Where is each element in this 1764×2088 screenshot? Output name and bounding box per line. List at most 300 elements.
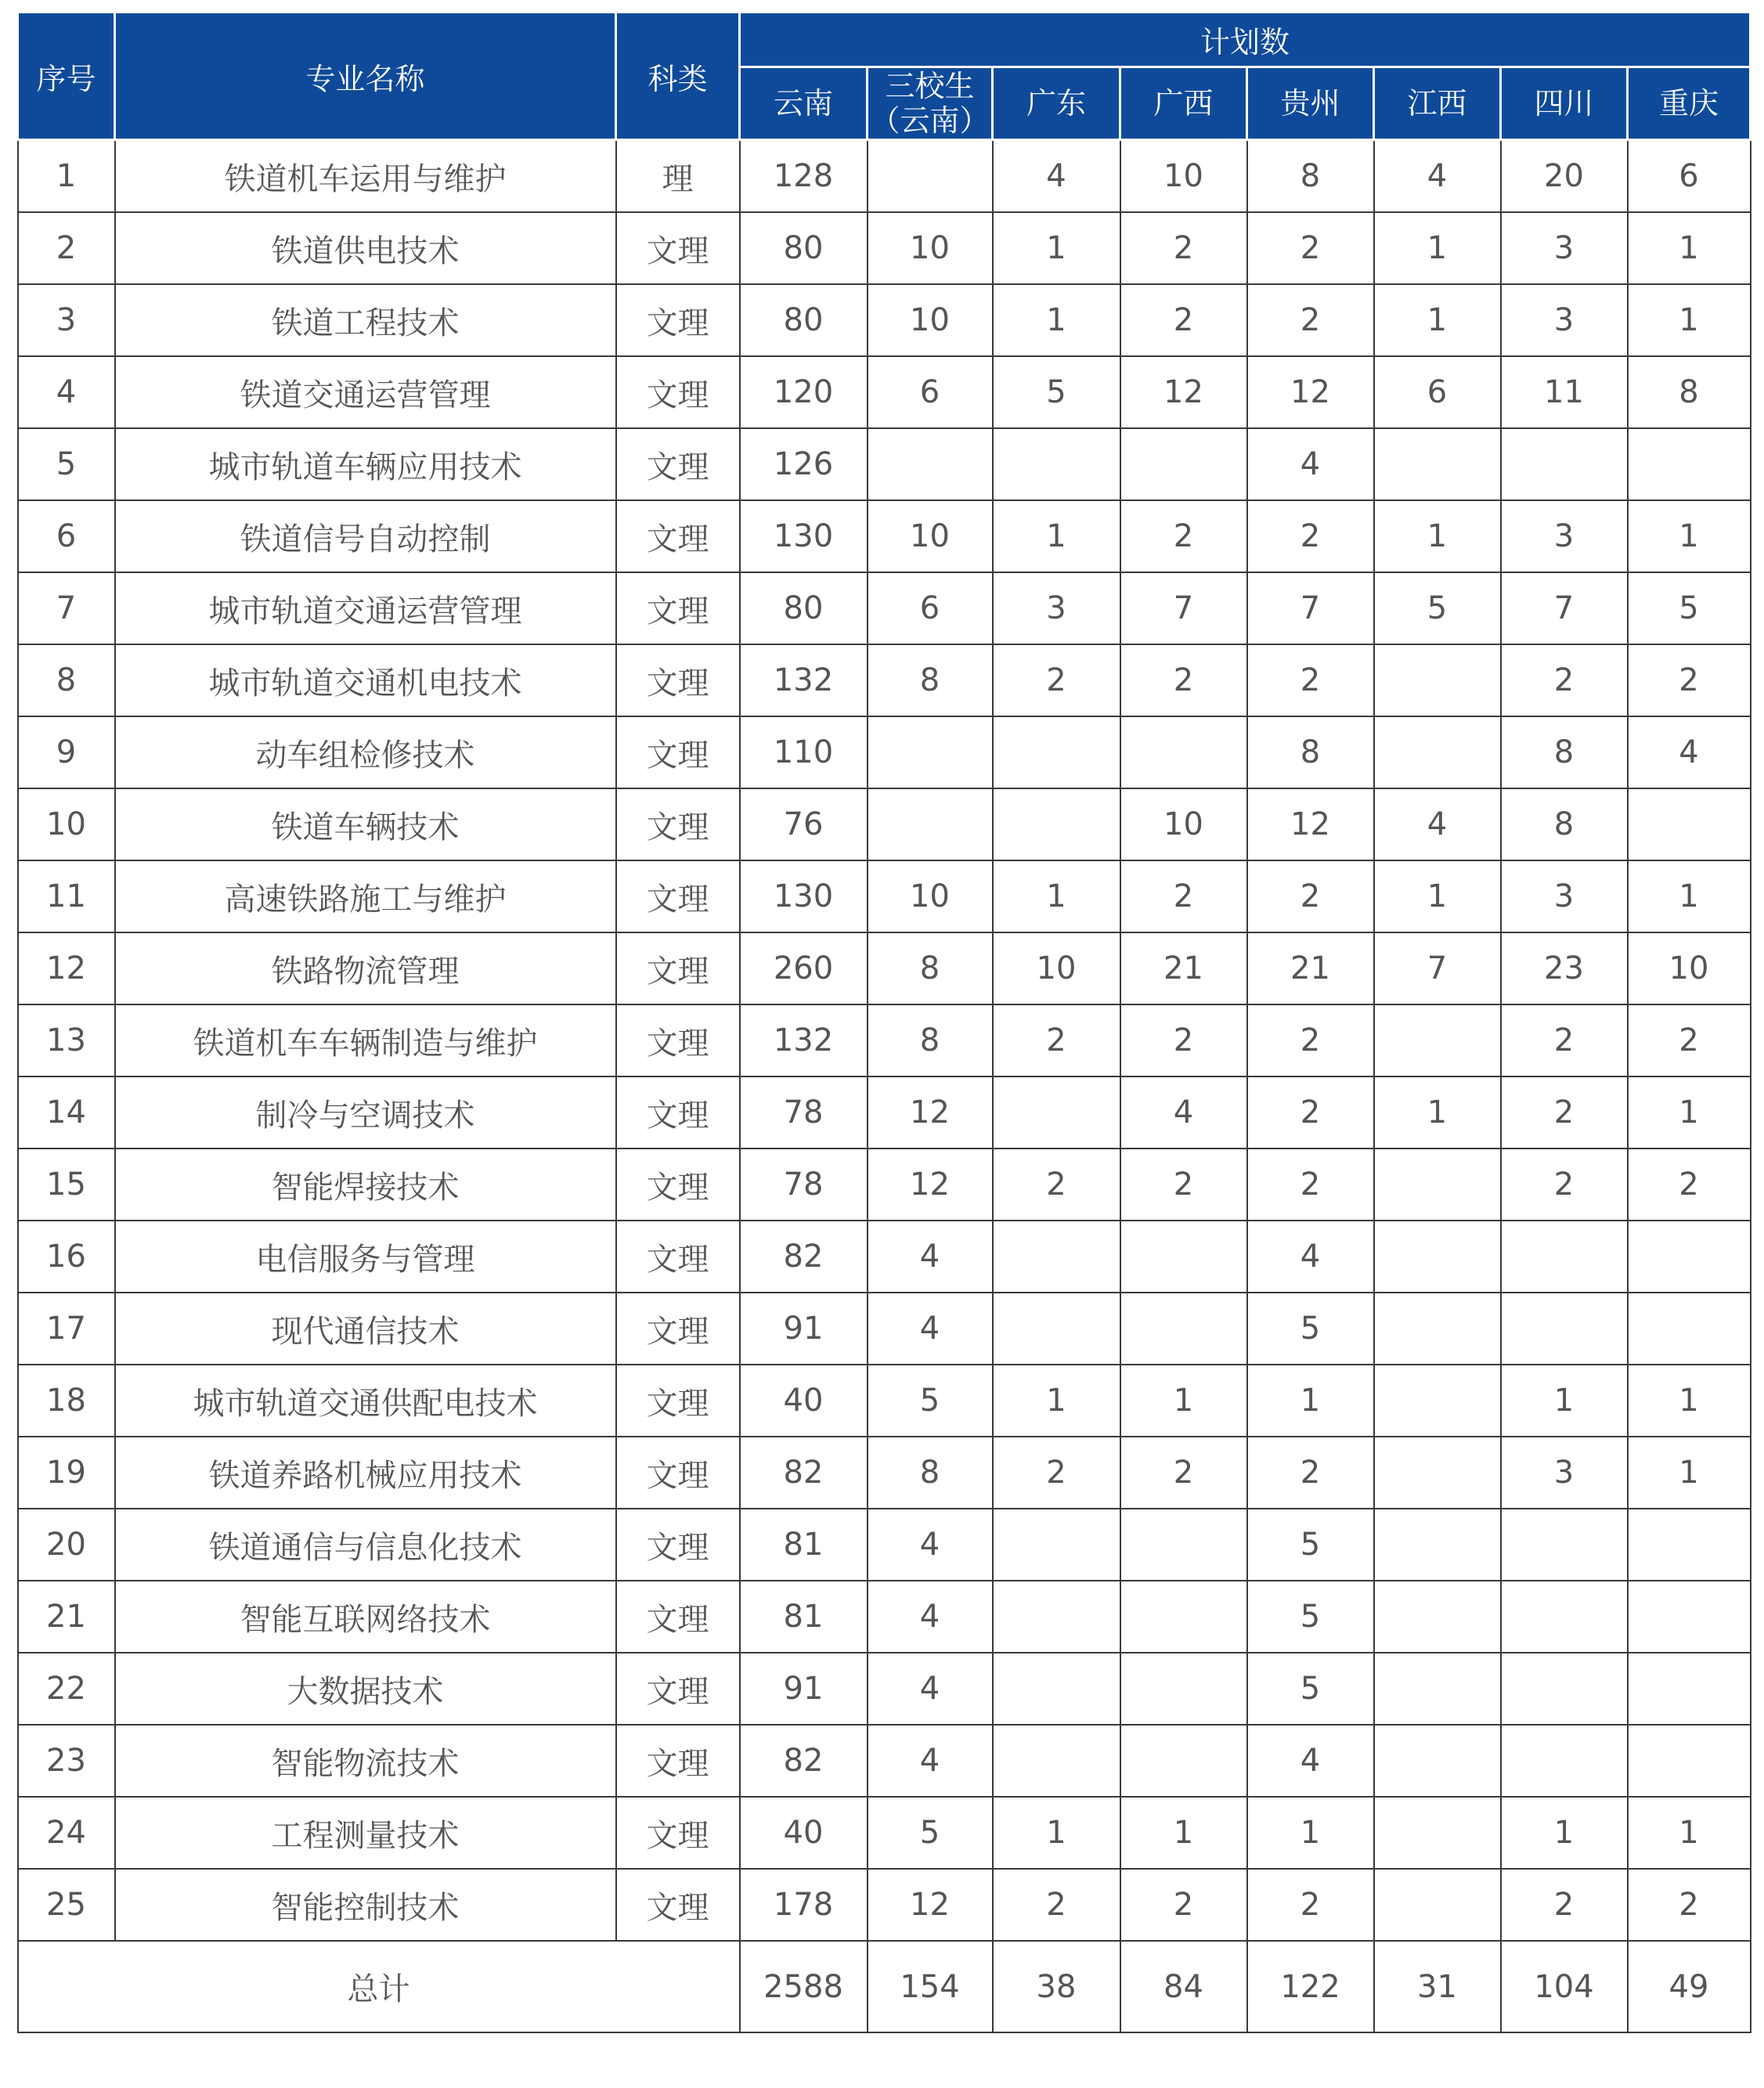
plan-sanxiaosheng-cell: 8 xyxy=(868,644,993,716)
plan-chongqing-cell: 2 xyxy=(1628,1004,1751,1076)
category-cell: 文理 xyxy=(616,572,740,644)
row-number: 6 xyxy=(18,500,115,572)
plan-yunnan-cell: 126 xyxy=(740,428,868,500)
header-region-yunnan: 云南 xyxy=(740,67,868,140)
plan-sichuan-cell: 1 xyxy=(1501,1365,1628,1437)
major-name: 铁道交通运营管理 xyxy=(115,356,616,428)
total-jiangxi-cell: 31 xyxy=(1374,1941,1501,2032)
row-number: 5 xyxy=(18,428,115,500)
major-name: 铁道信号自动控制 xyxy=(115,500,616,572)
plan-guizhou-cell: 2 xyxy=(1247,1437,1374,1509)
plan-guangdong-cell: 1 xyxy=(993,284,1120,356)
row-number: 15 xyxy=(18,1149,115,1221)
plan-guizhou-cell: 5 xyxy=(1247,1581,1374,1653)
row-number: 3 xyxy=(18,284,115,356)
major-name: 城市轨道交通供配电技术 xyxy=(115,1365,616,1437)
plan-chongqing-cell: 2 xyxy=(1628,644,1751,716)
category-cell: 文理 xyxy=(616,716,740,788)
plan-sichuan-cell xyxy=(1501,1653,1628,1725)
header-category: 科类 xyxy=(616,13,740,140)
plan-sanxiaosheng-cell: 4 xyxy=(868,1653,993,1725)
category-cell: 文理 xyxy=(616,1797,740,1869)
major-name: 铁道机车运用与维护 xyxy=(115,140,616,213)
plan-guizhou-cell: 12 xyxy=(1247,788,1374,860)
category-cell: 文理 xyxy=(616,1221,740,1293)
category-cell: 文理 xyxy=(616,1293,740,1365)
plan-yunnan-cell: 80 xyxy=(740,284,868,356)
plan-chongqing-cell xyxy=(1628,1581,1751,1653)
total-guangdong-cell: 38 xyxy=(993,1941,1120,2032)
table-row xyxy=(18,284,1751,356)
table-row xyxy=(18,1293,1751,1365)
major-name: 城市轨道交通运营管理 xyxy=(115,572,616,644)
plan-jiangxi-cell xyxy=(1374,1149,1501,1221)
plan-guangxi-cell: 2 xyxy=(1120,212,1247,284)
plan-guizhou-cell: 2 xyxy=(1247,500,1374,572)
plan-sichuan-cell xyxy=(1501,1293,1628,1365)
table-row xyxy=(18,1149,1751,1221)
major-name: 智能物流技术 xyxy=(115,1725,616,1797)
plan-guizhou-cell: 5 xyxy=(1247,1293,1374,1365)
total-yunnan-cell: 2588 xyxy=(740,1941,868,2032)
total-label: 总计 xyxy=(18,1941,740,2032)
plan-sanxiaosheng-cell: 12 xyxy=(868,1869,993,1941)
plan-chongqing-cell xyxy=(1628,1725,1751,1797)
plan-yunnan-cell: 91 xyxy=(740,1653,868,1725)
plan-jiangxi-cell xyxy=(1374,1437,1501,1509)
major-name: 铁路物流管理 xyxy=(115,932,616,1004)
plan-guangdong-cell xyxy=(993,1076,1120,1149)
plan-guangxi-cell: 1 xyxy=(1120,1365,1247,1437)
category-cell: 文理 xyxy=(616,1869,740,1941)
plan-sanxiaosheng-cell: 8 xyxy=(868,932,993,1004)
plan-guizhou-cell: 8 xyxy=(1247,716,1374,788)
plan-guangdong-cell xyxy=(993,1509,1120,1581)
row-number: 2 xyxy=(18,212,115,284)
major-name: 智能互联网络技术 xyxy=(115,1581,616,1653)
plan-chongqing-cell: 1 xyxy=(1628,860,1751,932)
plan-sanxiaosheng-cell xyxy=(868,428,993,500)
category-cell: 文理 xyxy=(616,860,740,932)
plan-jiangxi-cell: 7 xyxy=(1374,932,1501,1004)
major-name: 大数据技术 xyxy=(115,1653,616,1725)
header-region-sanxiaosheng xyxy=(868,67,993,140)
header-region-jiangxi: 江西 xyxy=(1374,67,1501,140)
plan-guangxi-cell: 2 xyxy=(1120,644,1247,716)
plan-jiangxi-cell xyxy=(1374,1509,1501,1581)
plan-guangxi-cell: 2 xyxy=(1120,284,1247,356)
plan-guangdong-cell: 2 xyxy=(993,1869,1120,1941)
plan-guangxi-cell xyxy=(1120,428,1247,500)
plan-yunnan-cell: 110 xyxy=(740,716,868,788)
total-guangxi-cell: 84 xyxy=(1120,1941,1247,2032)
plan-guangdong-cell: 2 xyxy=(993,1437,1120,1509)
plan-jiangxi-cell: 6 xyxy=(1374,356,1501,428)
row-number: 20 xyxy=(18,1509,115,1581)
plan-sichuan-cell: 20 xyxy=(1501,140,1628,213)
category-cell: 文理 xyxy=(616,428,740,500)
plan-guangdong-cell: 1 xyxy=(993,500,1120,572)
plan-chongqing-cell: 4 xyxy=(1628,716,1751,788)
table-row xyxy=(18,1869,1751,1941)
category-cell: 文理 xyxy=(616,932,740,1004)
category-cell: 文理 xyxy=(616,1149,740,1221)
plan-yunnan-cell: 91 xyxy=(740,1293,868,1365)
plan-guangxi-cell: 4 xyxy=(1120,1076,1247,1149)
plan-guangdong-cell: 1 xyxy=(993,860,1120,932)
plan-jiangxi-cell xyxy=(1374,716,1501,788)
plan-guangxi-cell: 10 xyxy=(1120,788,1247,860)
table-row xyxy=(18,1221,1751,1293)
category-cell: 文理 xyxy=(616,1437,740,1509)
plan-sichuan-cell: 3 xyxy=(1501,1437,1628,1509)
plan-jiangxi-cell xyxy=(1374,1293,1501,1365)
table-row xyxy=(18,1076,1751,1149)
major-name: 铁道工程技术 xyxy=(115,284,616,356)
plan-guizhou-cell: 2 xyxy=(1247,1004,1374,1076)
plan-yunnan-cell: 82 xyxy=(740,1221,868,1293)
table-row xyxy=(18,212,1751,284)
major-name: 高速铁路施工与维护 xyxy=(115,860,616,932)
row-number: 14 xyxy=(18,1076,115,1149)
plan-sichuan-cell: 3 xyxy=(1501,500,1628,572)
plan-guangdong-cell: 3 xyxy=(993,572,1120,644)
plan-sichuan-cell: 3 xyxy=(1501,212,1628,284)
plan-guangdong-cell: 4 xyxy=(993,140,1120,213)
row-number: 8 xyxy=(18,644,115,716)
row-number: 18 xyxy=(18,1365,115,1437)
table-row xyxy=(18,1437,1751,1509)
plan-guizhou-cell: 1 xyxy=(1247,1365,1374,1437)
plan-sanxiaosheng-cell: 4 xyxy=(868,1725,993,1797)
plan-guizhou-cell: 8 xyxy=(1247,140,1374,213)
row-number: 1 xyxy=(18,140,115,213)
plan-sanxiaosheng-cell: 4 xyxy=(868,1581,993,1653)
plan-guangxi-cell xyxy=(1120,1293,1247,1365)
plan-yunnan-cell: 80 xyxy=(740,212,868,284)
plan-yunnan-cell: 132 xyxy=(740,1004,868,1076)
row-number: 9 xyxy=(18,716,115,788)
major-name: 智能控制技术 xyxy=(115,1869,616,1941)
plan-sichuan-cell: 8 xyxy=(1501,716,1628,788)
enrollment-plan-table xyxy=(16,11,1751,2033)
header-sanxiao-label: 三校生 xyxy=(885,69,975,103)
category-cell: 文理 xyxy=(616,1509,740,1581)
plan-guangdong-cell xyxy=(993,1653,1120,1725)
plan-sichuan-cell: 2 xyxy=(1501,644,1628,716)
plan-guizhou-cell: 2 xyxy=(1247,212,1374,284)
plan-sanxiaosheng-cell xyxy=(868,716,993,788)
total-chongqing-cell: 49 xyxy=(1628,1941,1751,2032)
major-name: 城市轨道车辆应用技术 xyxy=(115,428,616,500)
plan-jiangxi-cell xyxy=(1374,1581,1501,1653)
plan-jiangxi-cell xyxy=(1374,1653,1501,1725)
plan-guizhou-cell: 1 xyxy=(1247,1797,1374,1869)
header-plan-group: 计划数 xyxy=(740,13,1751,67)
plan-chongqing-cell xyxy=(1628,1653,1751,1725)
plan-yunnan-cell: 128 xyxy=(740,140,868,213)
plan-sanxiaosheng-cell: 4 xyxy=(868,1221,993,1293)
table-row xyxy=(18,1797,1751,1869)
plan-guangxi-cell: 2 xyxy=(1120,500,1247,572)
plan-chongqing-cell: 6 xyxy=(1628,140,1751,213)
plan-guangdong-cell: 1 xyxy=(993,1365,1120,1437)
category-cell: 文理 xyxy=(616,1581,740,1653)
plan-guizhou-cell: 4 xyxy=(1247,428,1374,500)
plan-guangxi-cell xyxy=(1120,1581,1247,1653)
plan-guizhou-cell: 2 xyxy=(1247,644,1374,716)
table-row xyxy=(18,1365,1751,1437)
plan-chongqing-cell: 1 xyxy=(1628,212,1751,284)
table-row xyxy=(18,788,1751,860)
plan-jiangxi-cell xyxy=(1374,1725,1501,1797)
major-name: 智能焊接技术 xyxy=(115,1149,616,1221)
plan-guizhou-cell: 2 xyxy=(1247,860,1374,932)
plan-sichuan-cell: 2 xyxy=(1501,1076,1628,1149)
plan-yunnan-cell: 78 xyxy=(740,1149,868,1221)
plan-jiangxi-cell xyxy=(1374,1221,1501,1293)
plan-guangxi-cell: 2 xyxy=(1120,1869,1247,1941)
row-number: 22 xyxy=(18,1653,115,1725)
table-header xyxy=(18,13,1751,140)
plan-sichuan-cell: 11 xyxy=(1501,356,1628,428)
plan-sichuan-cell: 3 xyxy=(1501,284,1628,356)
plan-sanxiaosheng-cell: 4 xyxy=(868,1293,993,1365)
plan-jiangxi-cell: 4 xyxy=(1374,140,1501,213)
major-name: 铁道通信与信息化技术 xyxy=(115,1509,616,1581)
plan-guizhou-cell: 2 xyxy=(1247,1076,1374,1149)
plan-yunnan-cell: 132 xyxy=(740,644,868,716)
plan-guizhou-cell: 5 xyxy=(1247,1509,1374,1581)
plan-guangxi-cell xyxy=(1120,1509,1247,1581)
plan-yunnan-cell: 80 xyxy=(740,572,868,644)
plan-guangdong-cell: 2 xyxy=(993,644,1120,716)
row-number: 4 xyxy=(18,356,115,428)
plan-sichuan-cell: 2 xyxy=(1501,1004,1628,1076)
plan-guangdong-cell: 1 xyxy=(993,212,1120,284)
table-row xyxy=(18,140,1751,213)
header-region-guizhou: 贵州 xyxy=(1247,67,1374,140)
plan-sanxiaosheng-cell: 5 xyxy=(868,1797,993,1869)
plan-jiangxi-cell: 5 xyxy=(1374,572,1501,644)
row-number: 24 xyxy=(18,1797,115,1869)
plan-guangdong-cell xyxy=(993,1581,1120,1653)
plan-chongqing-cell xyxy=(1628,1509,1751,1581)
plan-sichuan-cell: 8 xyxy=(1501,788,1628,860)
plan-yunnan-cell: 130 xyxy=(740,500,868,572)
header-region-guangxi: 广西 xyxy=(1120,67,1247,140)
plan-chongqing-cell: 2 xyxy=(1628,1149,1751,1221)
plan-sanxiaosheng-cell xyxy=(868,140,993,213)
plan-guangxi-cell: 10 xyxy=(1120,140,1247,213)
plan-guizhou-cell: 7 xyxy=(1247,572,1374,644)
plan-yunnan-cell: 76 xyxy=(740,788,868,860)
plan-guangxi-cell: 2 xyxy=(1120,860,1247,932)
plan-chongqing-cell: 1 xyxy=(1628,1797,1751,1869)
plan-jiangxi-cell xyxy=(1374,1869,1501,1941)
table-row xyxy=(18,356,1751,428)
plan-chongqing-cell: 1 xyxy=(1628,1437,1751,1509)
plan-sichuan-cell xyxy=(1501,1221,1628,1293)
row-number: 11 xyxy=(18,860,115,932)
plan-guangxi-cell xyxy=(1120,1653,1247,1725)
plan-yunnan-cell: 82 xyxy=(740,1437,868,1509)
plan-sichuan-cell: 7 xyxy=(1501,572,1628,644)
plan-sichuan-cell xyxy=(1501,1581,1628,1653)
category-cell: 文理 xyxy=(616,356,740,428)
plan-sanxiaosheng-cell: 6 xyxy=(868,572,993,644)
plan-sanxiaosheng-cell: 10 xyxy=(868,500,993,572)
plan-chongqing-cell: 10 xyxy=(1628,932,1751,1004)
plan-yunnan-cell: 178 xyxy=(740,1869,868,1941)
plan-guizhou-cell: 2 xyxy=(1247,1149,1374,1221)
category-cell: 文理 xyxy=(616,1076,740,1149)
row-number: 10 xyxy=(18,788,115,860)
header-sanxiao-sub: （云南） xyxy=(870,103,990,138)
plan-chongqing-cell xyxy=(1628,1293,1751,1365)
plan-jiangxi-cell: 4 xyxy=(1374,788,1501,860)
plan-guangdong-cell xyxy=(993,788,1120,860)
plan-sichuan-cell: 2 xyxy=(1501,1869,1628,1941)
plan-sanxiaosheng-cell xyxy=(868,788,993,860)
table-row xyxy=(18,1653,1751,1725)
major-name: 铁道养路机械应用技术 xyxy=(115,1437,616,1509)
table-row xyxy=(18,716,1751,788)
plan-guizhou-cell: 5 xyxy=(1247,1653,1374,1725)
plan-guizhou-cell: 2 xyxy=(1247,1869,1374,1941)
plan-sanxiaosheng-cell: 10 xyxy=(868,860,993,932)
header-region-guangdong: 广东 xyxy=(993,67,1120,140)
plan-chongqing-cell: 1 xyxy=(1628,1076,1751,1149)
plan-guangdong-cell: 2 xyxy=(993,1004,1120,1076)
plan-guangdong-cell xyxy=(993,1293,1120,1365)
plan-guizhou-cell: 2 xyxy=(1247,284,1374,356)
major-name: 铁道车辆技术 xyxy=(115,788,616,860)
plan-guangxi-cell: 2 xyxy=(1120,1437,1247,1509)
plan-yunnan-cell: 78 xyxy=(740,1076,868,1149)
plan-chongqing-cell: 5 xyxy=(1628,572,1751,644)
plan-guangdong-cell xyxy=(993,1725,1120,1797)
plan-jiangxi-cell: 1 xyxy=(1374,284,1501,356)
plan-chongqing-cell xyxy=(1628,428,1751,500)
table-row xyxy=(18,860,1751,932)
total-sanxiaosheng-cell: 154 xyxy=(868,1941,993,2032)
plan-sichuan-cell xyxy=(1501,1509,1628,1581)
category-cell: 文理 xyxy=(616,284,740,356)
plan-sanxiaosheng-cell: 10 xyxy=(868,284,993,356)
plan-chongqing-cell: 1 xyxy=(1628,284,1751,356)
plan-guangdong-cell xyxy=(993,716,1120,788)
plan-guangdong-cell xyxy=(993,428,1120,500)
major-name: 工程测量技术 xyxy=(115,1797,616,1869)
plan-jiangxi-cell xyxy=(1374,1365,1501,1437)
major-name: 制冷与空调技术 xyxy=(115,1076,616,1149)
plan-guangdong-cell xyxy=(993,1221,1120,1293)
table-row xyxy=(18,1725,1751,1797)
plan-sichuan-cell: 3 xyxy=(1501,860,1628,932)
plan-sichuan-cell: 23 xyxy=(1501,932,1628,1004)
plan-yunnan-cell: 130 xyxy=(740,860,868,932)
plan-yunnan-cell: 260 xyxy=(740,932,868,1004)
plan-yunnan-cell: 82 xyxy=(740,1725,868,1797)
plan-yunnan-cell: 40 xyxy=(740,1365,868,1437)
plan-jiangxi-cell xyxy=(1374,644,1501,716)
plan-jiangxi-cell: 1 xyxy=(1374,212,1501,284)
total-guizhou-cell: 122 xyxy=(1247,1941,1374,2032)
plan-sanxiaosheng-cell: 4 xyxy=(868,1509,993,1581)
plan-sanxiaosheng-cell: 10 xyxy=(868,212,993,284)
category-cell: 文理 xyxy=(616,1004,740,1076)
plan-guangdong-cell: 10 xyxy=(993,932,1120,1004)
plan-jiangxi-cell xyxy=(1374,428,1501,500)
row-number: 19 xyxy=(18,1437,115,1509)
row-number: 23 xyxy=(18,1725,115,1797)
table-row xyxy=(18,428,1751,500)
header-region-chongqing: 重庆 xyxy=(1628,67,1751,140)
table-row xyxy=(18,572,1751,644)
plan-sanxiaosheng-cell: 5 xyxy=(868,1365,993,1437)
plan-guangxi-cell: 2 xyxy=(1120,1004,1247,1076)
major-name: 铁道机车车辆制造与维护 xyxy=(115,1004,616,1076)
plan-yunnan-cell: 120 xyxy=(740,356,868,428)
plan-guangxi-cell: 12 xyxy=(1120,356,1247,428)
table-row xyxy=(18,932,1751,1004)
plan-jiangxi-cell: 1 xyxy=(1374,500,1501,572)
table-row xyxy=(18,1581,1751,1653)
plan-chongqing-cell xyxy=(1628,788,1751,860)
row-number: 21 xyxy=(18,1581,115,1653)
plan-guangxi-cell: 2 xyxy=(1120,1149,1247,1221)
plan-guangdong-cell: 5 xyxy=(993,356,1120,428)
plan-chongqing-cell: 8 xyxy=(1628,356,1751,428)
plan-guizhou-cell: 21 xyxy=(1247,932,1374,1004)
header-region-sichuan: 四川 xyxy=(1501,67,1628,140)
plan-guangxi-cell: 1 xyxy=(1120,1797,1247,1869)
category-cell: 文理 xyxy=(616,212,740,284)
major-name: 现代通信技术 xyxy=(115,1293,616,1365)
row-number: 13 xyxy=(18,1004,115,1076)
plan-guangxi-cell xyxy=(1120,1221,1247,1293)
category-cell: 文理 xyxy=(616,1725,740,1797)
category-cell: 理 xyxy=(616,140,740,213)
plan-yunnan-cell: 81 xyxy=(740,1509,868,1581)
plan-jiangxi-cell xyxy=(1374,1797,1501,1869)
total-sichuan-cell: 104 xyxy=(1501,1941,1628,2032)
plan-guangxi-cell xyxy=(1120,1725,1247,1797)
major-name: 动车组检修技术 xyxy=(115,716,616,788)
category-cell: 文理 xyxy=(616,1365,740,1437)
table-body xyxy=(18,140,1751,2033)
plan-sanxiaosheng-cell: 12 xyxy=(868,1149,993,1221)
row-number: 25 xyxy=(18,1869,115,1941)
plan-guangxi-cell xyxy=(1120,716,1247,788)
row-number: 16 xyxy=(18,1221,115,1293)
category-cell: 文理 xyxy=(616,500,740,572)
major-name: 城市轨道交通机电技术 xyxy=(115,644,616,716)
plan-chongqing-cell: 1 xyxy=(1628,500,1751,572)
category-cell: 文理 xyxy=(616,644,740,716)
plan-sanxiaosheng-cell: 6 xyxy=(868,356,993,428)
row-number: 12 xyxy=(18,932,115,1004)
plan-jiangxi-cell xyxy=(1374,1004,1501,1076)
plan-chongqing-cell: 1 xyxy=(1628,1365,1751,1437)
table-row xyxy=(18,1004,1751,1076)
table-row xyxy=(18,644,1751,716)
plan-guangxi-cell: 21 xyxy=(1120,932,1247,1004)
table-row xyxy=(18,500,1751,572)
plan-jiangxi-cell: 1 xyxy=(1374,1076,1501,1149)
row-number: 17 xyxy=(18,1293,115,1365)
